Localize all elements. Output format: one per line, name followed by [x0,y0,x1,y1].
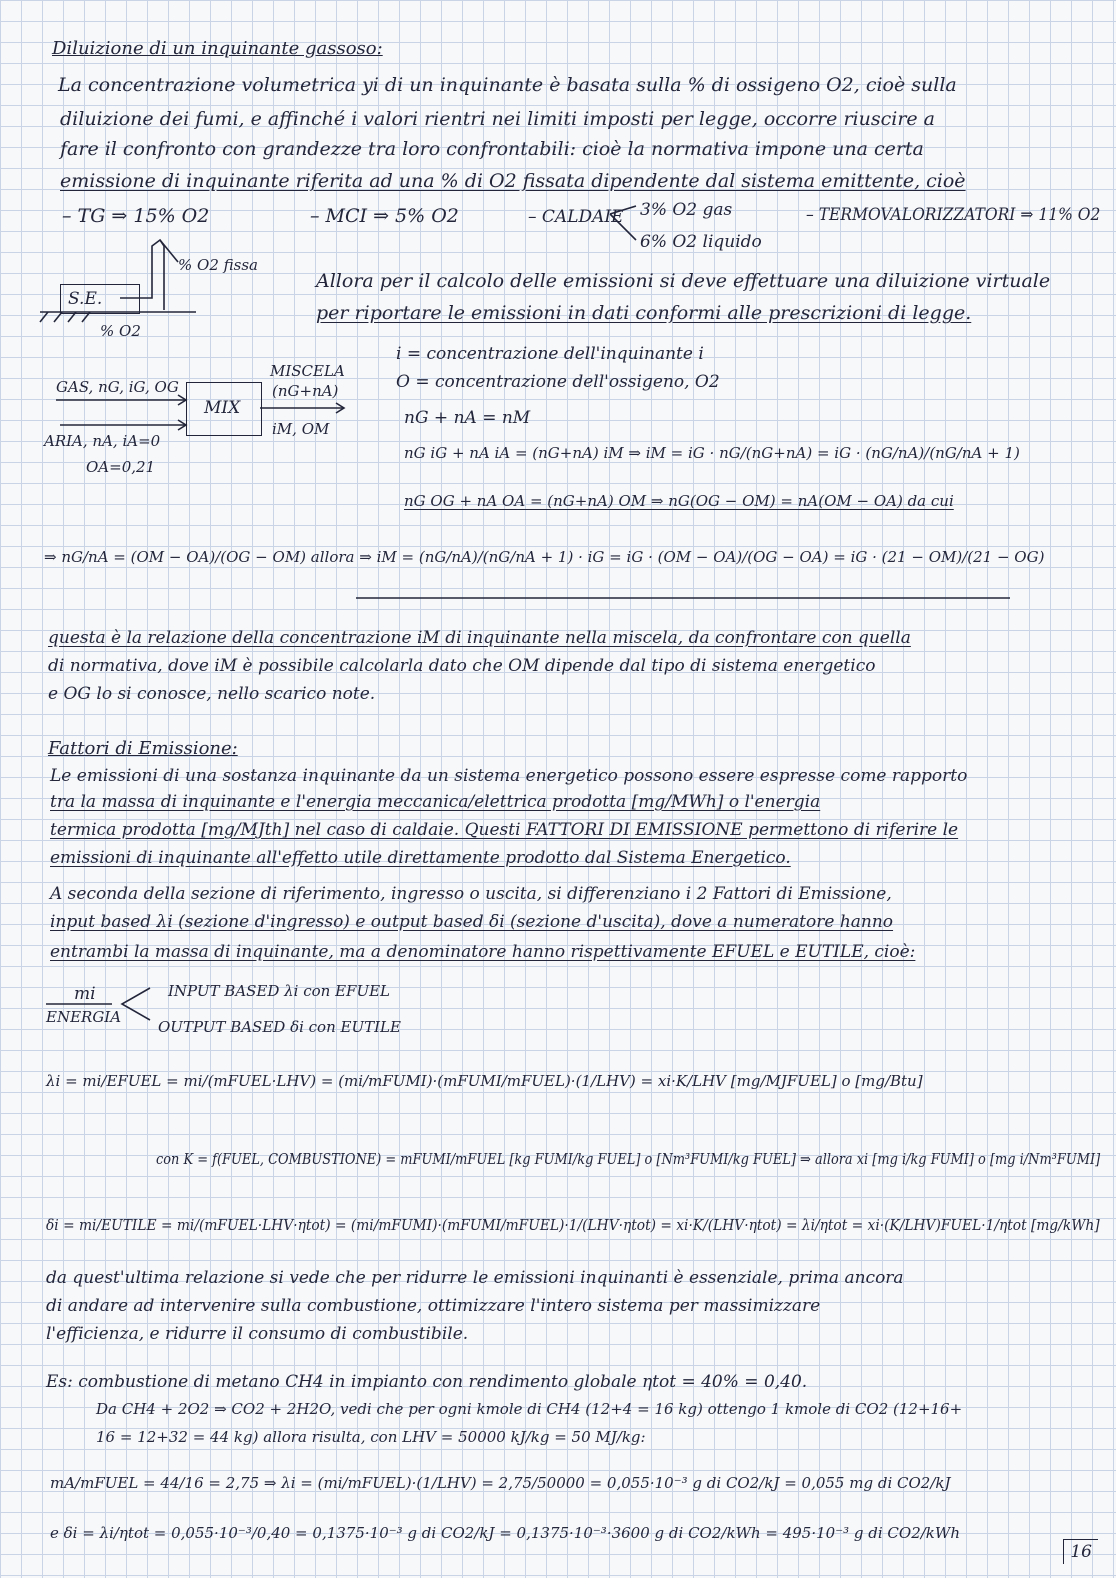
definition-line: O = concentrazione dell'ossigeno, O2 [396,372,720,392]
text-line: l'efficienza, e ridurre il consumo di combustibile. [46,1324,469,1344]
mix-label: MIX [204,398,241,418]
text-line: emissione di inquinante riferita ad una % di O2 fissata dipendente dal sistema emittente, cioè [60,170,966,192]
equation-line: nG + nA = nM [404,408,531,428]
system-caldaie: – CALDAIE [528,207,624,227]
section-heading: Diluizione di un inquinante gassoso: [52,38,383,59]
equation-line: nG OG + nA OA = (nG+nA) OM ⇒ nG(OG − OM) = nA(OM − OA) da cui [404,492,954,510]
formula-lambda: λi = mi/EFUEL = mi/(mFUEL·LHV) = (mi/mFUMI)·(mFUMI/mFUEL)·(1/LHV) = xi·K/LHV [mg/MJFUEL] o [mg/Btu] [46,1072,923,1090]
miscela-n-label: (nG+nA) [272,382,339,400]
air-input-label: ARIA, nA, iA=0 [44,432,161,450]
mix-output-label: iM, OM [272,420,330,438]
air-o2-label: OA=0,21 [86,458,156,476]
gas-input-label: GAS, nG, iG, OG [56,378,179,396]
o2-label: % O2 [100,322,141,340]
text-line: diluizione dei fumi, e affinché i valori rientri nei limiti imposti per legge, occorre riuscire a [60,108,936,130]
text-line: input based λi (sezione d'ingresso) e output based δi (sezione d'uscita), dove a numeratore hanno [50,912,894,932]
ratio-denominator: ENERGIA [46,1008,122,1026]
formula-delta: δi = mi/EUTILE = mi/(mFUEL·LHV·ηtot) = (mi/mFUMI)·(mFUMI/mFUEL)·1/(LHV·ηtot) = xi·K/(LHV·ηtot) = λi/ηtot = xi·(K/LHV)FUEL·1/ηtot [mg/kWh] [46,1216,1100,1234]
page-number: 16 [1063,1539,1098,1564]
equation-line: ⇒ nG/nA = (OM − OA)/(OG − OM) allora ⇒ iM = (nG/nA)/(nG/nA + 1) · iG = iG · (OM − OA)/(OG − OA) = iG · (21 − OM)/(21 − OG) [44,548,1045,566]
example-line: mA/mFUEL = 44/16 = 2,75 ⇒ λi = (mi/mFUEL)·(1/LHV) = 2,75/50000 = 0,055·10⁻³ g di CO2/kJ = 0,055 mg di CO2/kJ [50,1474,951,1492]
text-line: questa è la relazione della concentrazione iM di inquinante nella miscela, da confrontare con quella [48,628,911,648]
example-line: Da CH4 + 2O2 ⇒ CO2 + 2H2O, vedi che per ogni kmole di CH4 (12+4 = 16 kg) ottengo 1 kmole di CO2 (12+16+ [96,1400,963,1418]
text-line: La concentrazione volumetrica yi di un inquinante è basata sulla % di ossigeno O2, cioè sulla [58,74,957,96]
example-line: 16 = 12+32 = 44 kg) allora risulta, con LHV = 50000 kJ/kg = 50 MJ/kg: [96,1428,646,1446]
caldaie-gas: 3% O2 gas [640,200,733,220]
text-line: per riportare le emissioni in dati conformi alle prescrizioni di legge. [316,302,972,324]
text-line: emissioni di inquinante all'effetto utile direttamente prodotto dal Sistema Energetico. [50,848,791,868]
text-line: Allora per il calcolo delle emissioni si deve effettuare una diluizione virtuale [316,270,1051,292]
text-line: da quest'ultima relazione si vede che per ridurre le emissioni inquinanti è essenziale, prima ancora [46,1268,904,1288]
definition-line: i = concentrazione dell'inquinante i [396,344,704,364]
example-line: Es: combustione di metano CH4 in impianto con rendimento globale ηtot = 40% = 0,40. [46,1372,808,1392]
section-heading: Fattori di Emissione: [48,738,238,759]
o2-fissa-label: % O2 fissa [178,256,258,274]
system-tg: – TG ⇒ 15% O2 [62,205,210,227]
text-line: di andare ad intervenire sulla combustione, ottimizzare l'intero sistema per massimizzare [46,1296,821,1316]
text-line: Le emissioni di una sostanza inquinante da un sistema energetico possono essere espresse come rapporto [50,766,968,786]
text-line: di normativa, dove iM è possibile calcolarla dato che OM dipende dal tipo di sistema energetico [48,656,876,676]
formula-k: con K = f(FUEL, COMBUSTIONE) = mFUMI/mFUEL [kg FUMI/kg FUEL] o [Nm³FUMI/kg FUEL] ⇒ allora xi [mg i/kg FUMI] o [mg i/Nm³FUMI] [156,1150,1101,1168]
text-line: termica prodotta [mg/MJth] nel caso di caldaie. Questi FATTORI DI EMISSIONE permettono di riferire le [50,820,959,840]
text-line: tra la massa di inquinante e l'energia meccanica/elettrica prodotta [mg/MWh] o l'energia [50,792,821,812]
se-label: S.E. [68,289,103,309]
ratio-numerator: mi [74,984,96,1004]
text-line: fare il confronto con grandezze tra loro confrontabili: cioè la normativa impone una certa [60,138,924,160]
system-termovalorizzatori: – TERMOVALORIZZATORI ⇒ 11% O2 [806,205,1101,225]
caldaie-liquido: 6% O2 liquido [640,232,762,252]
equation-line: nG iG + nA iA = (nG+nA) iM ⇒ iM = iG · nG/(nG+nA) = iG · (nG/nA)/(nG/nA + 1) [404,444,1020,462]
miscela-label: MISCELA [270,362,345,380]
system-mci: – MCI ⇒ 5% O2 [310,205,459,227]
text-line: A seconda della sezione di riferimento, ingresso o uscita, si differenziano i 2 Fattori di Emissione, [50,884,892,904]
example-line: e δi = λi/ηtot = 0,055·10⁻³/0,40 = 0,1375·10⁻³ g di CO2/kJ = 0,1375·10⁻³·3600 g di CO2/kWh = 495·10⁻³ g di CO2/kWh [50,1524,960,1542]
input-based-label: INPUT BASED λi con EFUEL [168,982,391,1000]
text-line: e OG lo si conosce, nello scarico note. [48,684,376,704]
output-based-label: OUTPUT BASED δi con EUTILE [158,1018,401,1036]
text-line: entrambi la massa di inquinante, ma a denominatore hanno rispettivamente EFUEL e EUTILE, cioè: [50,942,916,962]
